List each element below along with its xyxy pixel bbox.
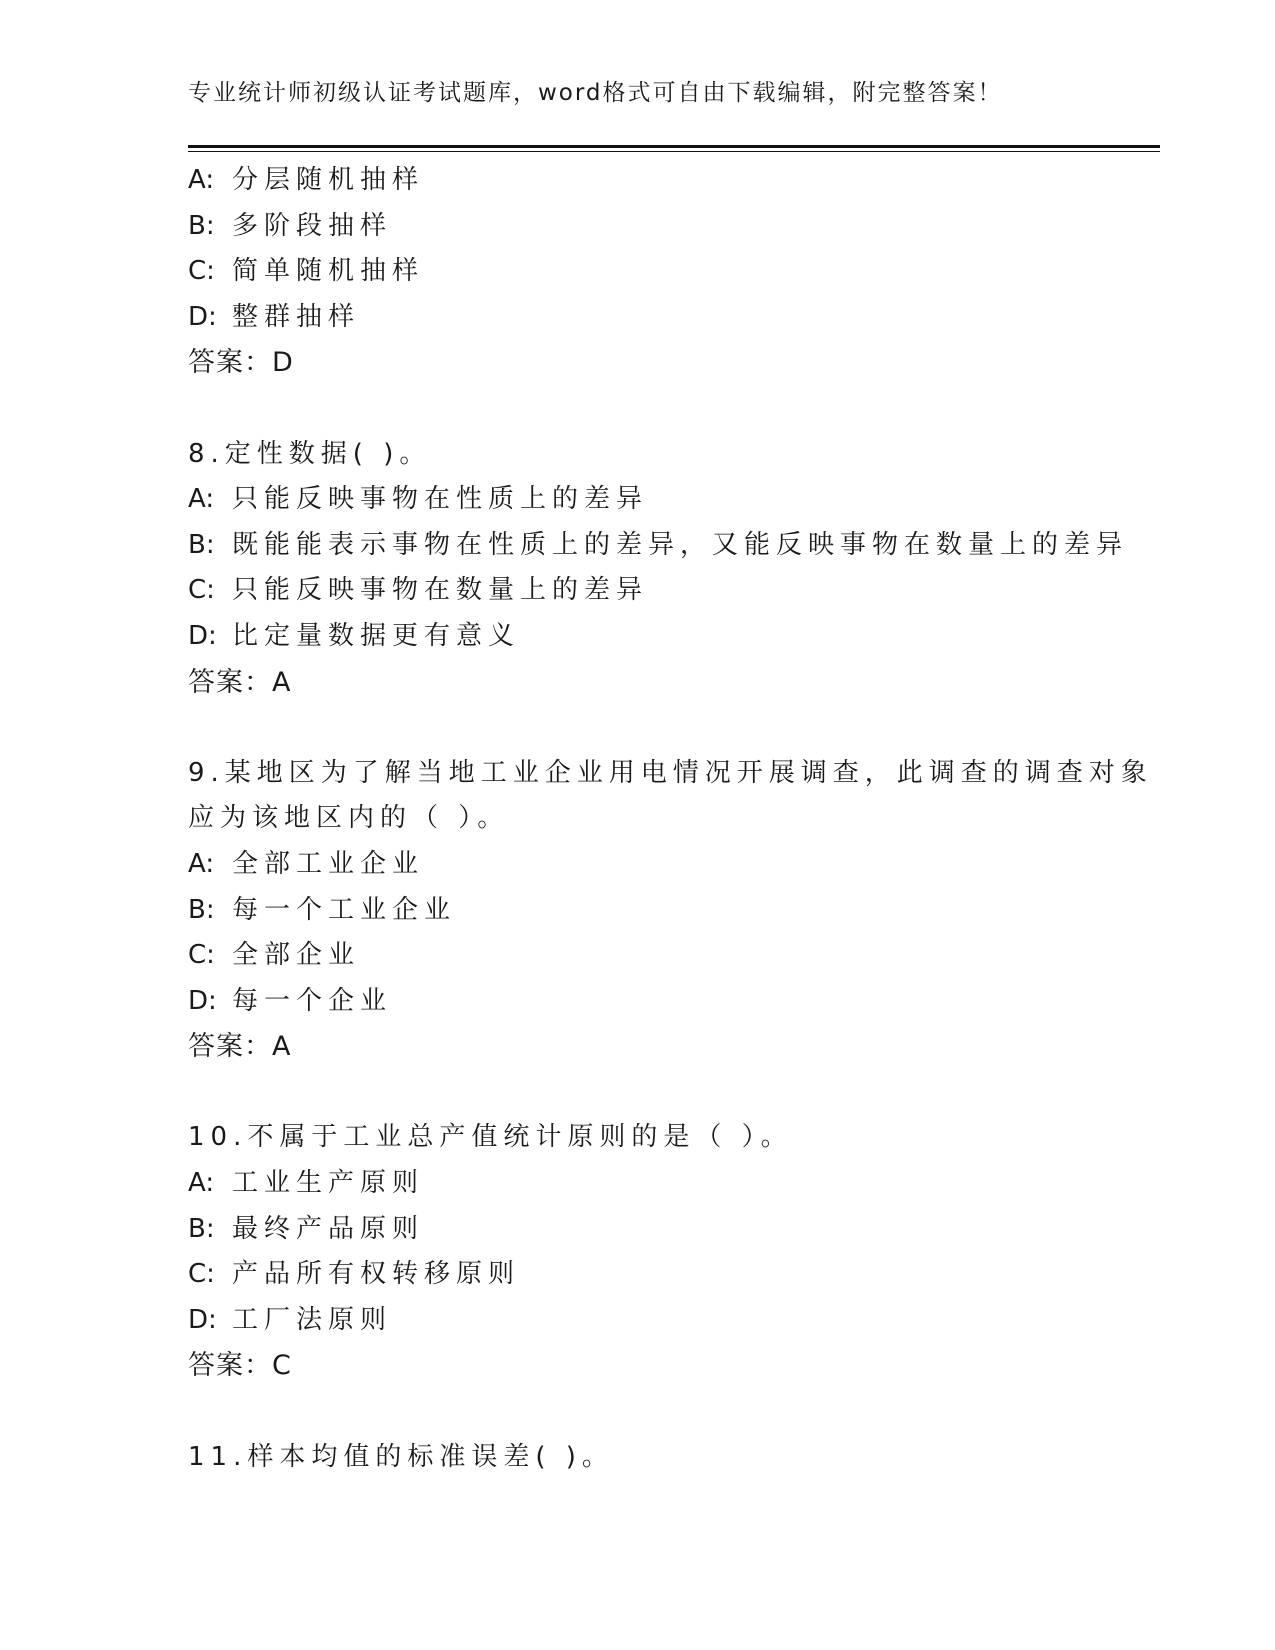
option-b: B: 既能能表示事物在性质上的差异，又能反映事物在数量上的差异	[188, 529, 1129, 560]
question-text: 9.某地区为了解当地工业企业用电情况开展调查，此调查的调查对象	[188, 757, 1153, 788]
header-rule-thin	[188, 151, 1160, 152]
option-c: C: 简单随机抽样	[188, 256, 425, 287]
question-text: 11.样本均值的标准误差( )。	[188, 1441, 614, 1472]
option-a: A: 工业生产原则	[188, 1168, 425, 1199]
option-d: D: 工厂法原则	[188, 1304, 393, 1335]
question-block	[188, 1115, 1148, 1389]
option-b: B: 每一个工业企业	[188, 894, 457, 925]
question-block	[188, 751, 1153, 1070]
option-a: A: 只能反映事物在性质上的差异	[188, 484, 649, 515]
question-text: 8.定性数据( )。	[188, 438, 432, 469]
option-a: A: 分层随机抽样	[188, 165, 425, 195]
page-header: 专业统计师初级认证考试题库，word格式可自由下载编辑，附完整答案！	[188, 80, 1003, 106]
question-text-continued: 应为该地区内的（ ）。	[188, 803, 510, 834]
question-block	[188, 1435, 1148, 1481]
question-block	[188, 432, 1148, 706]
answer: 答案：D	[188, 347, 294, 379]
option-c: C: 产品所有权转移原则	[188, 1259, 521, 1290]
question-block	[188, 158, 1148, 386]
answer: 答案：C	[188, 1350, 292, 1382]
answer: 答案：A	[188, 1031, 292, 1063]
option-b: B: 多阶段抽样	[188, 210, 393, 241]
option-c: C: 只能反映事物在数量上的差异	[188, 575, 649, 606]
option-d: D: 每一个企业	[188, 985, 393, 1016]
option-d: D: 比定量数据更有意义	[188, 620, 521, 651]
header-rule-thick	[188, 145, 1160, 148]
option-b: B: 最终产品原则	[188, 1213, 425, 1244]
option-a: A: 全部工业企业	[188, 848, 425, 879]
question-text: 10.不属于工业总产值统计原则的是（ ）。	[188, 1122, 793, 1153]
option-d: D: 整群抽样	[188, 301, 361, 332]
question-list	[188, 158, 1153, 1480]
answer: 答案：A	[188, 666, 292, 698]
option-c: C: 全部企业	[188, 940, 361, 971]
